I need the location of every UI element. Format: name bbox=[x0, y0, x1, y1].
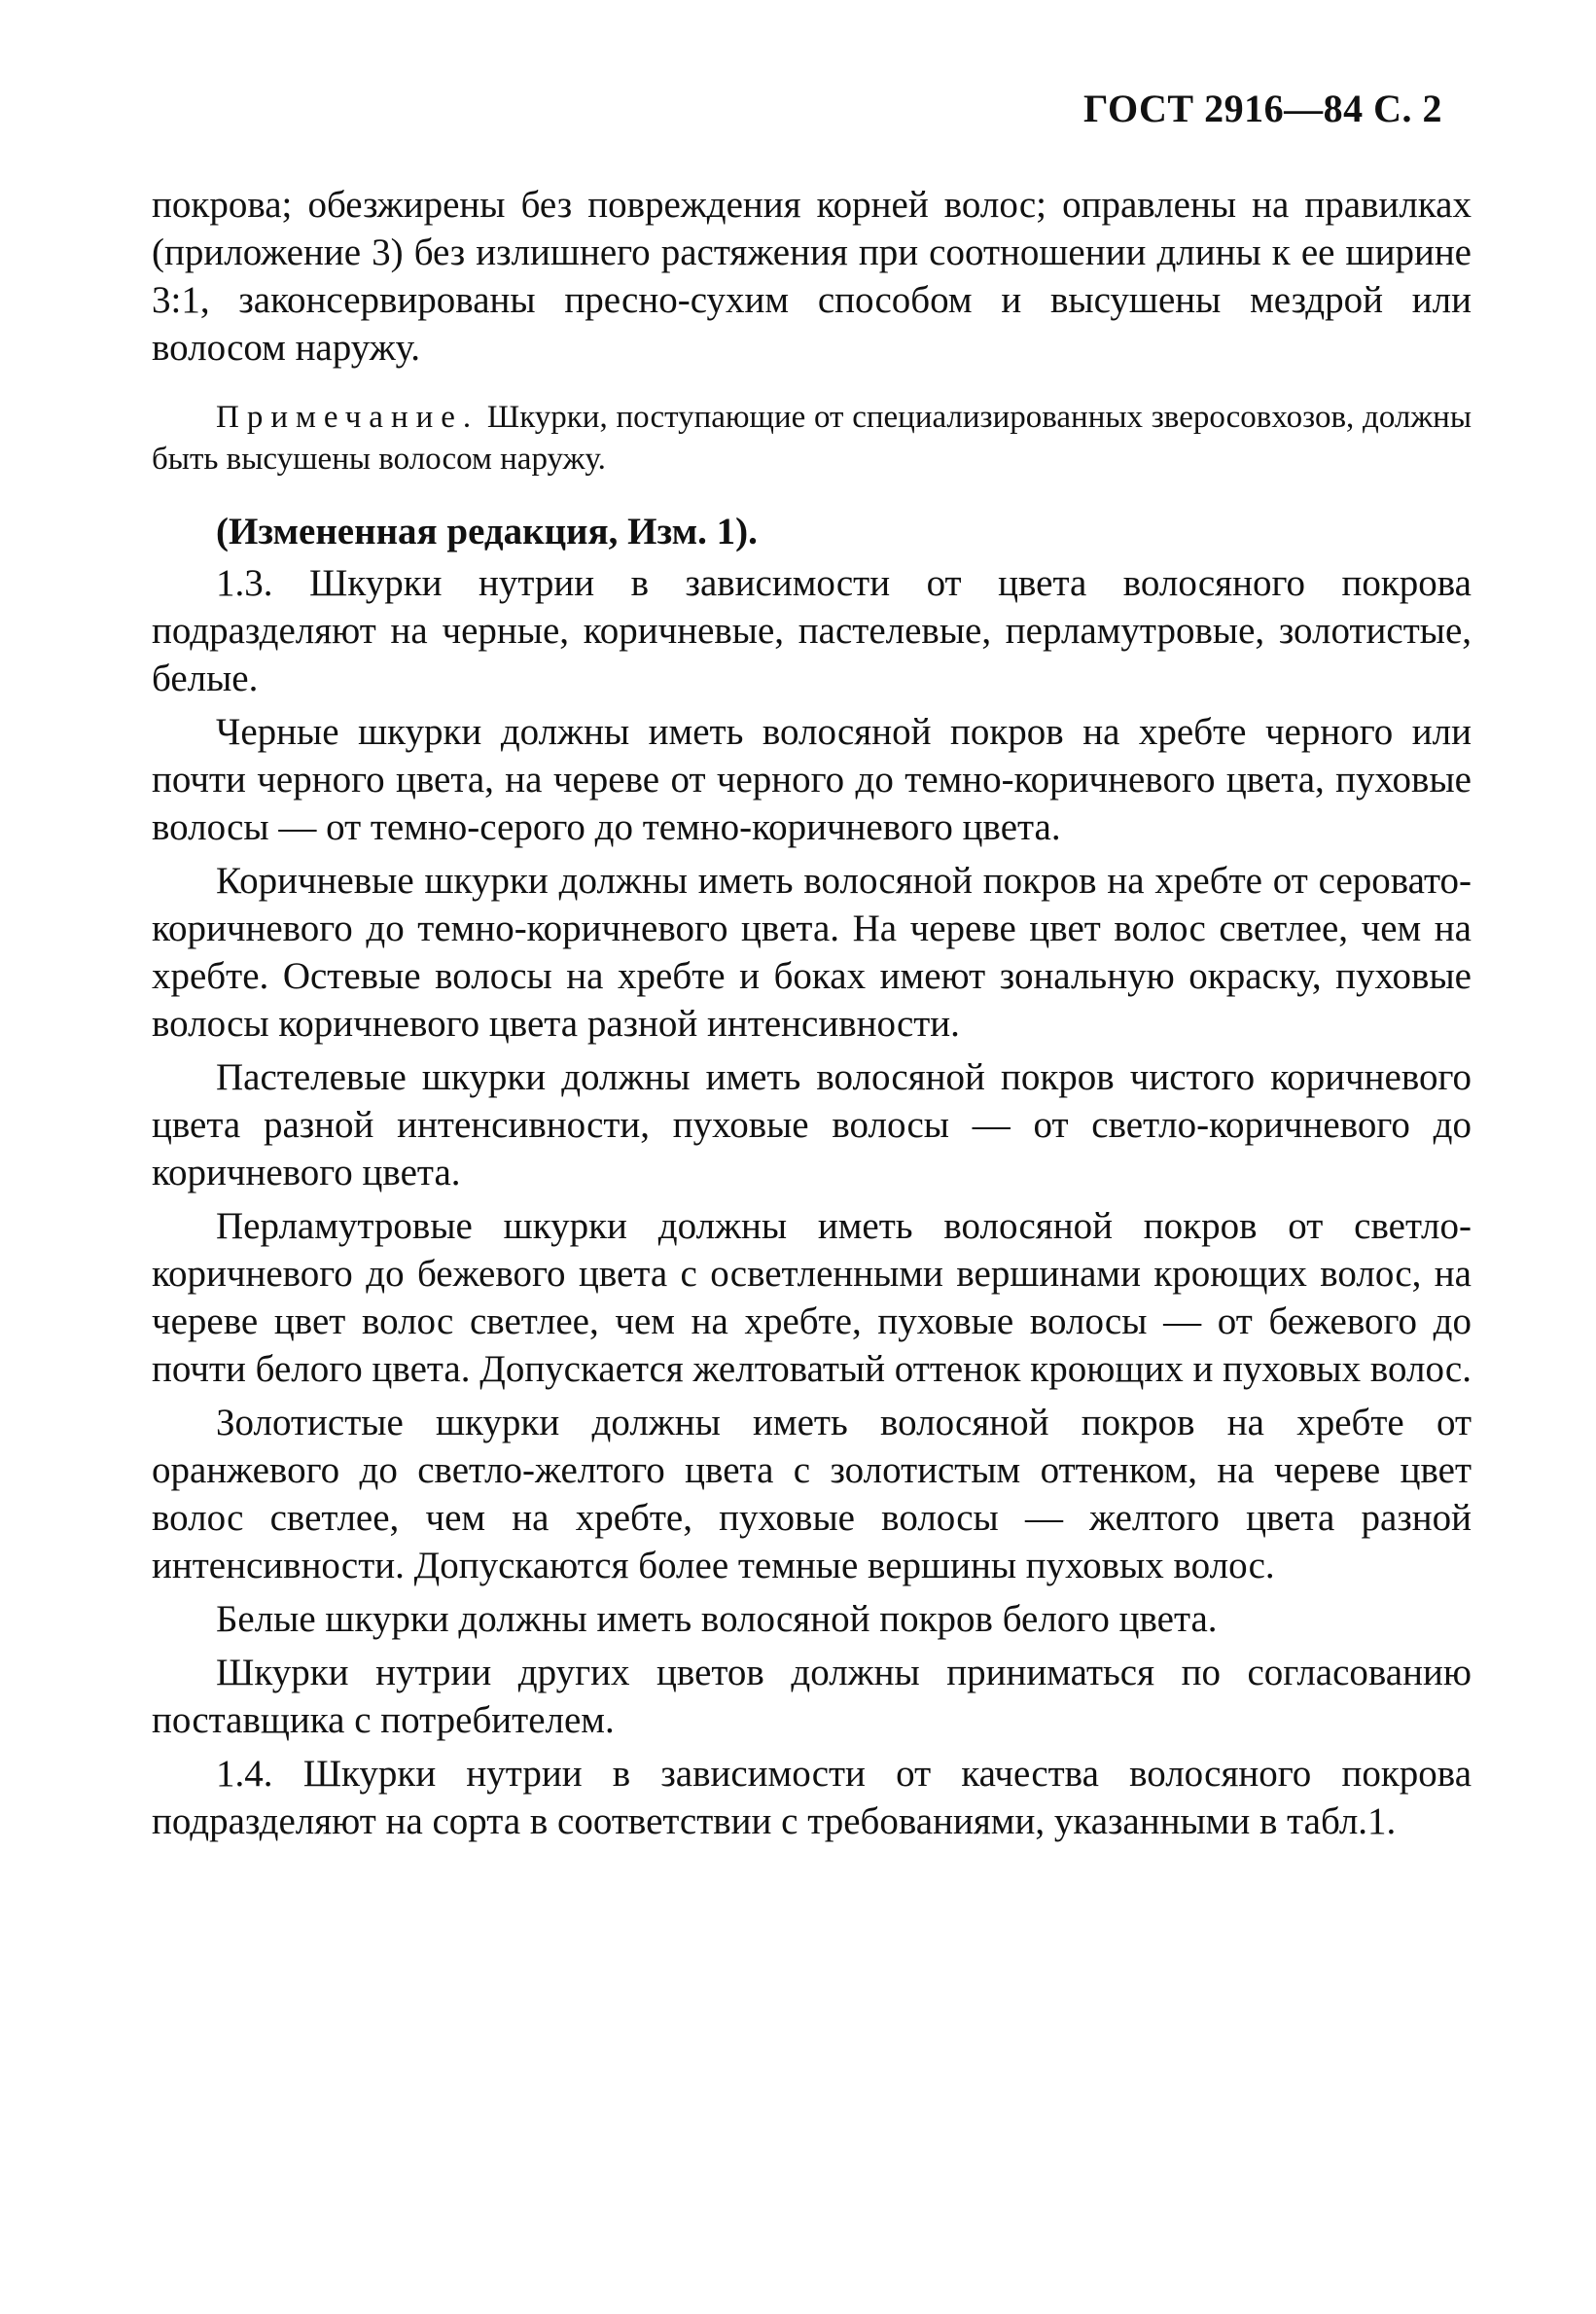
paragraph-pearl-skins: Перламутровые шкурки должны иметь волосяной покров от светло-коричневого до бежевого цвета с осветленными вершинами кроющих волос, на череве цвет волос светлее, чем на хребте, пуховые волосы — от бежевого до почти белого цвета. Допускается желтоватый оттенок кроющих и пуховых волос. bbox=[152, 1205, 1472, 1390]
paragraph-white-skins: Белые шкурки должны иметь волосяной покров белого цвета. bbox=[216, 1598, 1218, 1640]
amendment-note: (Измененная редакция, Изм. 1). bbox=[216, 511, 758, 552]
clause-1-3: 1.3. Шкурки нутрии в зависимости от цвета волосяного покрова подразделяют на черные, коричневые, пастелевые, перламутровые, золотистые, белые. bbox=[152, 562, 1472, 699]
clause-1-4: 1.4. Шкурки нутрии в зависимости от качества волосяного покрова подразделяют на сорта в соответствии с требованиями, указанными в табл.1. bbox=[152, 1753, 1472, 1842]
note-text: Шкурки, поступающие от специализированных зверосовхозов, должны быть высушены волосом наружу. bbox=[152, 400, 1472, 477]
paragraph-brown-skins: Коричневые шкурки должны иметь волосяной покров на хребте от серовато-коричневого до темно-коричневого цвета. На череве цвет волос светлее, чем на хребте. Остевые волосы на хребте и боках имеют зональную окраску, пуховые волосы коричневого цвета разной интенсивности. bbox=[152, 860, 1472, 1045]
paragraph-black-skins: Черные шкурки должны иметь волосяной покров на хребте черного или почти черного цвета, на череве от черного до темно-коричневого цвета, пуховые волосы — от темно-серого до темно-коричневого цвета. bbox=[152, 711, 1472, 848]
note-label: Примечание. bbox=[216, 400, 479, 435]
paragraph-other-colors: Шкурки нутрии других цветов должны приниматься по согласованию поставщика с потребителем. bbox=[152, 1652, 1472, 1741]
paragraph-pastel-skins: Пастелевые шкурки должны иметь волосяной покров чистого коричневого цвета разной интенсивности, пуховые волосы — от светло-коричневого до коричневого цвета. bbox=[152, 1056, 1472, 1193]
paragraph-golden-skins: Золотистые шкурки должны иметь волосяной покров на хребте от оранжевого до светло-желтого цвета с золотистым оттенком, на череве цвет волос светлее, чем на хребте, пуховые волосы — желтого цвета разной интенсивности. Допускаются более темные вершины пуховых волос. bbox=[152, 1402, 1472, 1586]
document-body bbox=[152, 181, 1472, 1851]
intro-paragraph: покрова; обезжирены без повреждения корней волос; оправлены на правилках (приложение 3) без излишнего растяжения при соотношении длины к ее ширине 3:1, законсервированы пресно-сухим способом и высушены мездрой или волосом наружу. bbox=[152, 184, 1472, 369]
page-header: ГОСТ 2916—84 С. 2 bbox=[1082, 87, 1442, 130]
note bbox=[152, 397, 1472, 481]
